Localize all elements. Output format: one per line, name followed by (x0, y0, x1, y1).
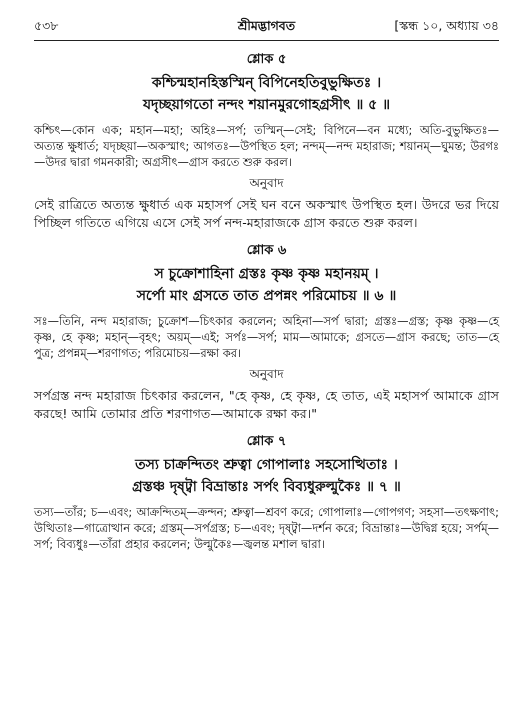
verse-heading: শ্লোক ৭ (246, 434, 287, 449)
word-synonyms: তস্য—তাঁর; চ—এবং; আক্রন্দিতম্—ক্রন্দন; শ্রুত্বা—শ্রবণ করে; গোপালাঃ—গোপগণ; সহসা—তৎক্ষণাৎ; উত্থিতাঃ—গাত্রোত্থান করে; গ্রস্তম্—সর্পগ্রস্ত; চ—এবং; দৃষ্ট্বা—দর্শন করে; বিভ্রান্তাঃ—উদ্বিগ্ন হয়ে; সর্পম্—সর্প; বিব্যধুঃ—তাঁরা প্রহার করলেন; উল্মুকৈঃ—জ্বলন্ত মশাল দ্বারা। (34, 505, 499, 551)
verse-heading: শ্লোক ৬ (246, 243, 287, 258)
section-reference: [স্কন্ধ ১০, অধ্যায় ৩৪ (394, 18, 499, 33)
translation-heading: অনুবাদ (249, 367, 284, 381)
verse-line: যদৃচ্ছয়াগতো নন্দং শয়ানমুরগোহগ্রসীৎ ॥ ৫ ॥ (142, 97, 391, 113)
word-synonyms: কশ্চিৎ—কোন এক; মহান—মহা; অহিঃ—সর্প; তস্মিন্—সেই; বিপিনে—বন মধ্যে; অতি-বুভুক্ষিতঃ—অত্যন্ত ক্ষুধার্ত; যদৃচ্ছয়া—অকস্মাৎ; আগতঃ—উপস্থিত হল; নন্দম্—নন্দ মহারাজ; শয়ানম্—ঘুমন্ত; উরগঃ—উদর দ্বারা গমনকারী; অগ্রসীৎ—গ্রাস করতে শুরু করল। (34, 123, 499, 169)
page-number: ৫৩৮ (34, 18, 59, 33)
verse-line: স চুক্রোশাহিনা গ্রস্তঃ কৃষ্ণ কৃষ্ণ মহানয়ম্ । (154, 266, 379, 282)
book-title: শ্রীমদ্ভাগবত (237, 18, 296, 33)
verse-heading: শ্লোক ৫ (246, 52, 287, 67)
verse-line: তস্য চাক্রন্দিতং শ্রুত্বা গোপালাঃ সহসোত্থিতাঃ । (135, 457, 398, 473)
verse-line: সর্পো মাং গ্রসতে তাত প্রপন্নং পরিমোচয় ॥ ৬ ॥ (136, 288, 397, 304)
header-rule (34, 40, 499, 41)
translation-heading: অনুবাদ (249, 176, 284, 190)
translation-text: সর্পগ্রস্ত নন্দ মহারাজ চিৎকার করলেন, "হে কৃষ্ণ, হে কৃষ্ণ, হে তাত, এই মহাসর্প আমাকে গ্রাস করছে! আমি তোমার প্রতি শরণাগত—আমাকে রক্ষা কর।" (34, 388, 499, 421)
translation-text: সেই রাত্রিতে অত্যন্ত ক্ষুধার্ত এক মহাসর্প সেই ঘন বনে অকস্মাৎ উপস্থিত হল। উদরে ভর দিয়ে পিচ্ছিল গতিতে এগিয়ে এসে সেই সর্প নন্দ-মহারাজকে গ্রাস করতে শুরু করল। (34, 197, 499, 230)
word-synonyms: সঃ—তিনি, নন্দ মহারাজ; চুক্রোশ—চিৎকার করলেন; অহিনা—সর্প দ্বারা; গ্রস্তঃ—গ্রস্ত; কৃষ্ণ কৃষ্ণ—হে কৃষ্ণ, হে কৃষ্ণ; মহান্—বৃহৎ; অয়ম্—এই; সর্পঃ—সর্প; মাম—আমাকে; গ্রসতে—গ্রাস করছে; তাত—হে পুত্র; প্রপন্নম্—শরণাগত; পরিমোচয়—রক্ষা কর। (34, 314, 499, 360)
verse-line: গ্রস্তঞ্চ দৃষ্ট্বা বিভ্রান্তাঃ সর্পং বিব্যধুরুল্মুকৈঃ ॥ ৭ ॥ (132, 479, 401, 495)
page-header (34, 16, 499, 38)
verse-line: কশ্চিন্মহানহিস্তস্মিন্ বিপিনেহতিবুভুক্ষিতঃ । (151, 75, 382, 91)
